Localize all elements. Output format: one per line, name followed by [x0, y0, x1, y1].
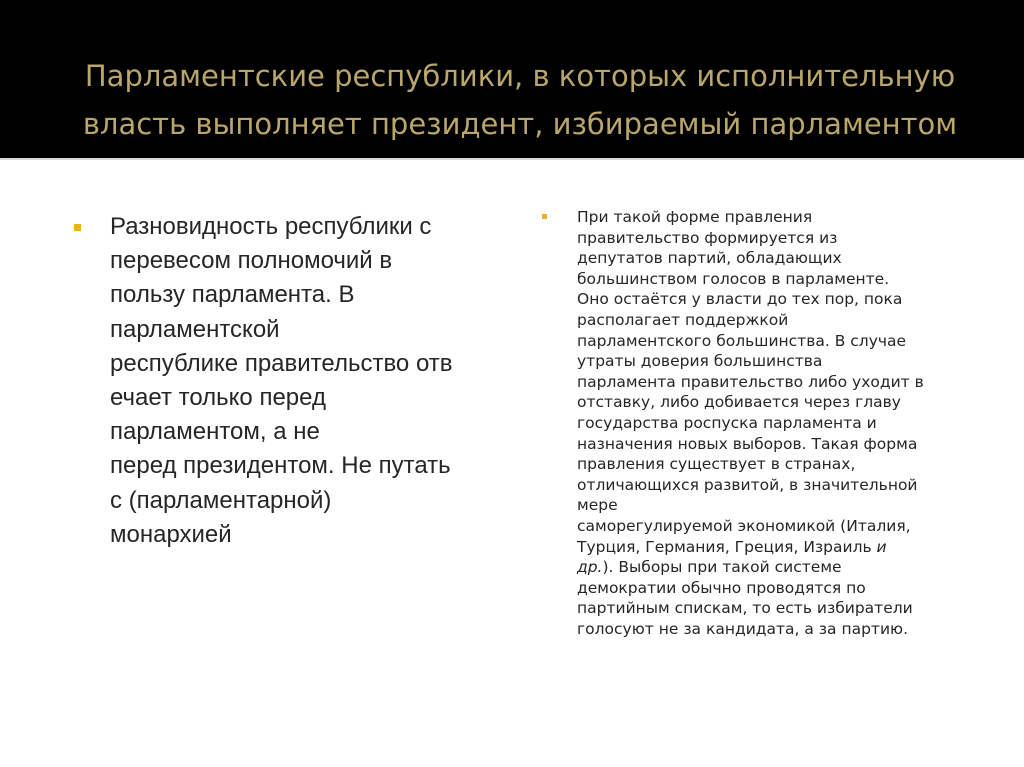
text-line: правительство формируется из — [577, 228, 838, 247]
text-line: мере — [577, 496, 618, 515]
italic-fragment: и — [876, 537, 887, 556]
text-line: большинством голосов в парламенте. — [577, 269, 890, 288]
text-line: парламентом, а не — [110, 418, 320, 446]
text-line: республике правительство отв — [110, 349, 453, 377]
text-line: правления существует в странах, — [577, 455, 856, 474]
title-line: власть выполняет президент, избираемый парламентом — [82, 107, 958, 141]
text-fragment: Турция, Германия, Греция, Израиль — [577, 537, 872, 556]
text-fragment: ). Выборы при такой системе — [602, 558, 842, 577]
text-line: партийным спискам, то есть избиратели — [577, 599, 913, 618]
text-line: назначения новых выборов. Такая форма — [577, 434, 918, 453]
bullet-square-icon — [542, 214, 547, 219]
bullet-item — [74, 210, 504, 552]
text-line: утраты доверия большинства — [577, 352, 823, 371]
text-line: отличающихся развитой, в значительной — [577, 475, 918, 494]
text-line: парламентского большинства. В случае — [577, 331, 907, 350]
title-band — [0, 0, 1024, 158]
text-line: перевесом полномочий в — [110, 247, 393, 275]
text-line: Разновидность республики с — [110, 213, 432, 240]
text-line: голосуют не за кандидата, а за партию. — [577, 619, 909, 638]
text-line: саморегулируемой экономикой (Италия, — [577, 516, 911, 535]
left-column — [74, 210, 504, 552]
bullet-item — [542, 207, 994, 639]
text-line: отставку, либо добивается через главу — [577, 393, 901, 412]
text-line: парламентской — [110, 315, 280, 343]
italic-fragment: др. — [577, 558, 603, 577]
text-line: пользу парламента. В — [110, 281, 355, 309]
text-line — [577, 537, 994, 558]
right-bullet-text — [577, 207, 994, 639]
text-line: государства роспуска парламента и — [577, 413, 877, 432]
slide-title — [70, 52, 970, 148]
text-line: перед президентом. Не путать — [110, 452, 451, 480]
text-line: располагает поддержкой — [577, 310, 789, 329]
text-line: монархией — [110, 520, 232, 548]
text-line: ечает только перед — [110, 384, 326, 412]
right-column — [542, 207, 994, 639]
text-line: депутатов партий, обладающих — [577, 249, 842, 268]
text-line: парламента правительство либо уходит в — [577, 372, 924, 391]
text-line: При такой форме правления — [577, 208, 813, 226]
title-line: Парламентские республики, в которых исполнительную — [84, 59, 956, 93]
bullet-square-icon — [74, 224, 81, 231]
text-line: демократии обычно проводятся по — [577, 578, 866, 597]
left-bullet-text — [110, 210, 504, 552]
text-line: с (парламентарной) — [110, 486, 332, 514]
text-line: Оно остаётся у власти до тех пор, пока — [577, 290, 903, 309]
text-line — [577, 557, 994, 578]
content-area — [0, 160, 1024, 767]
